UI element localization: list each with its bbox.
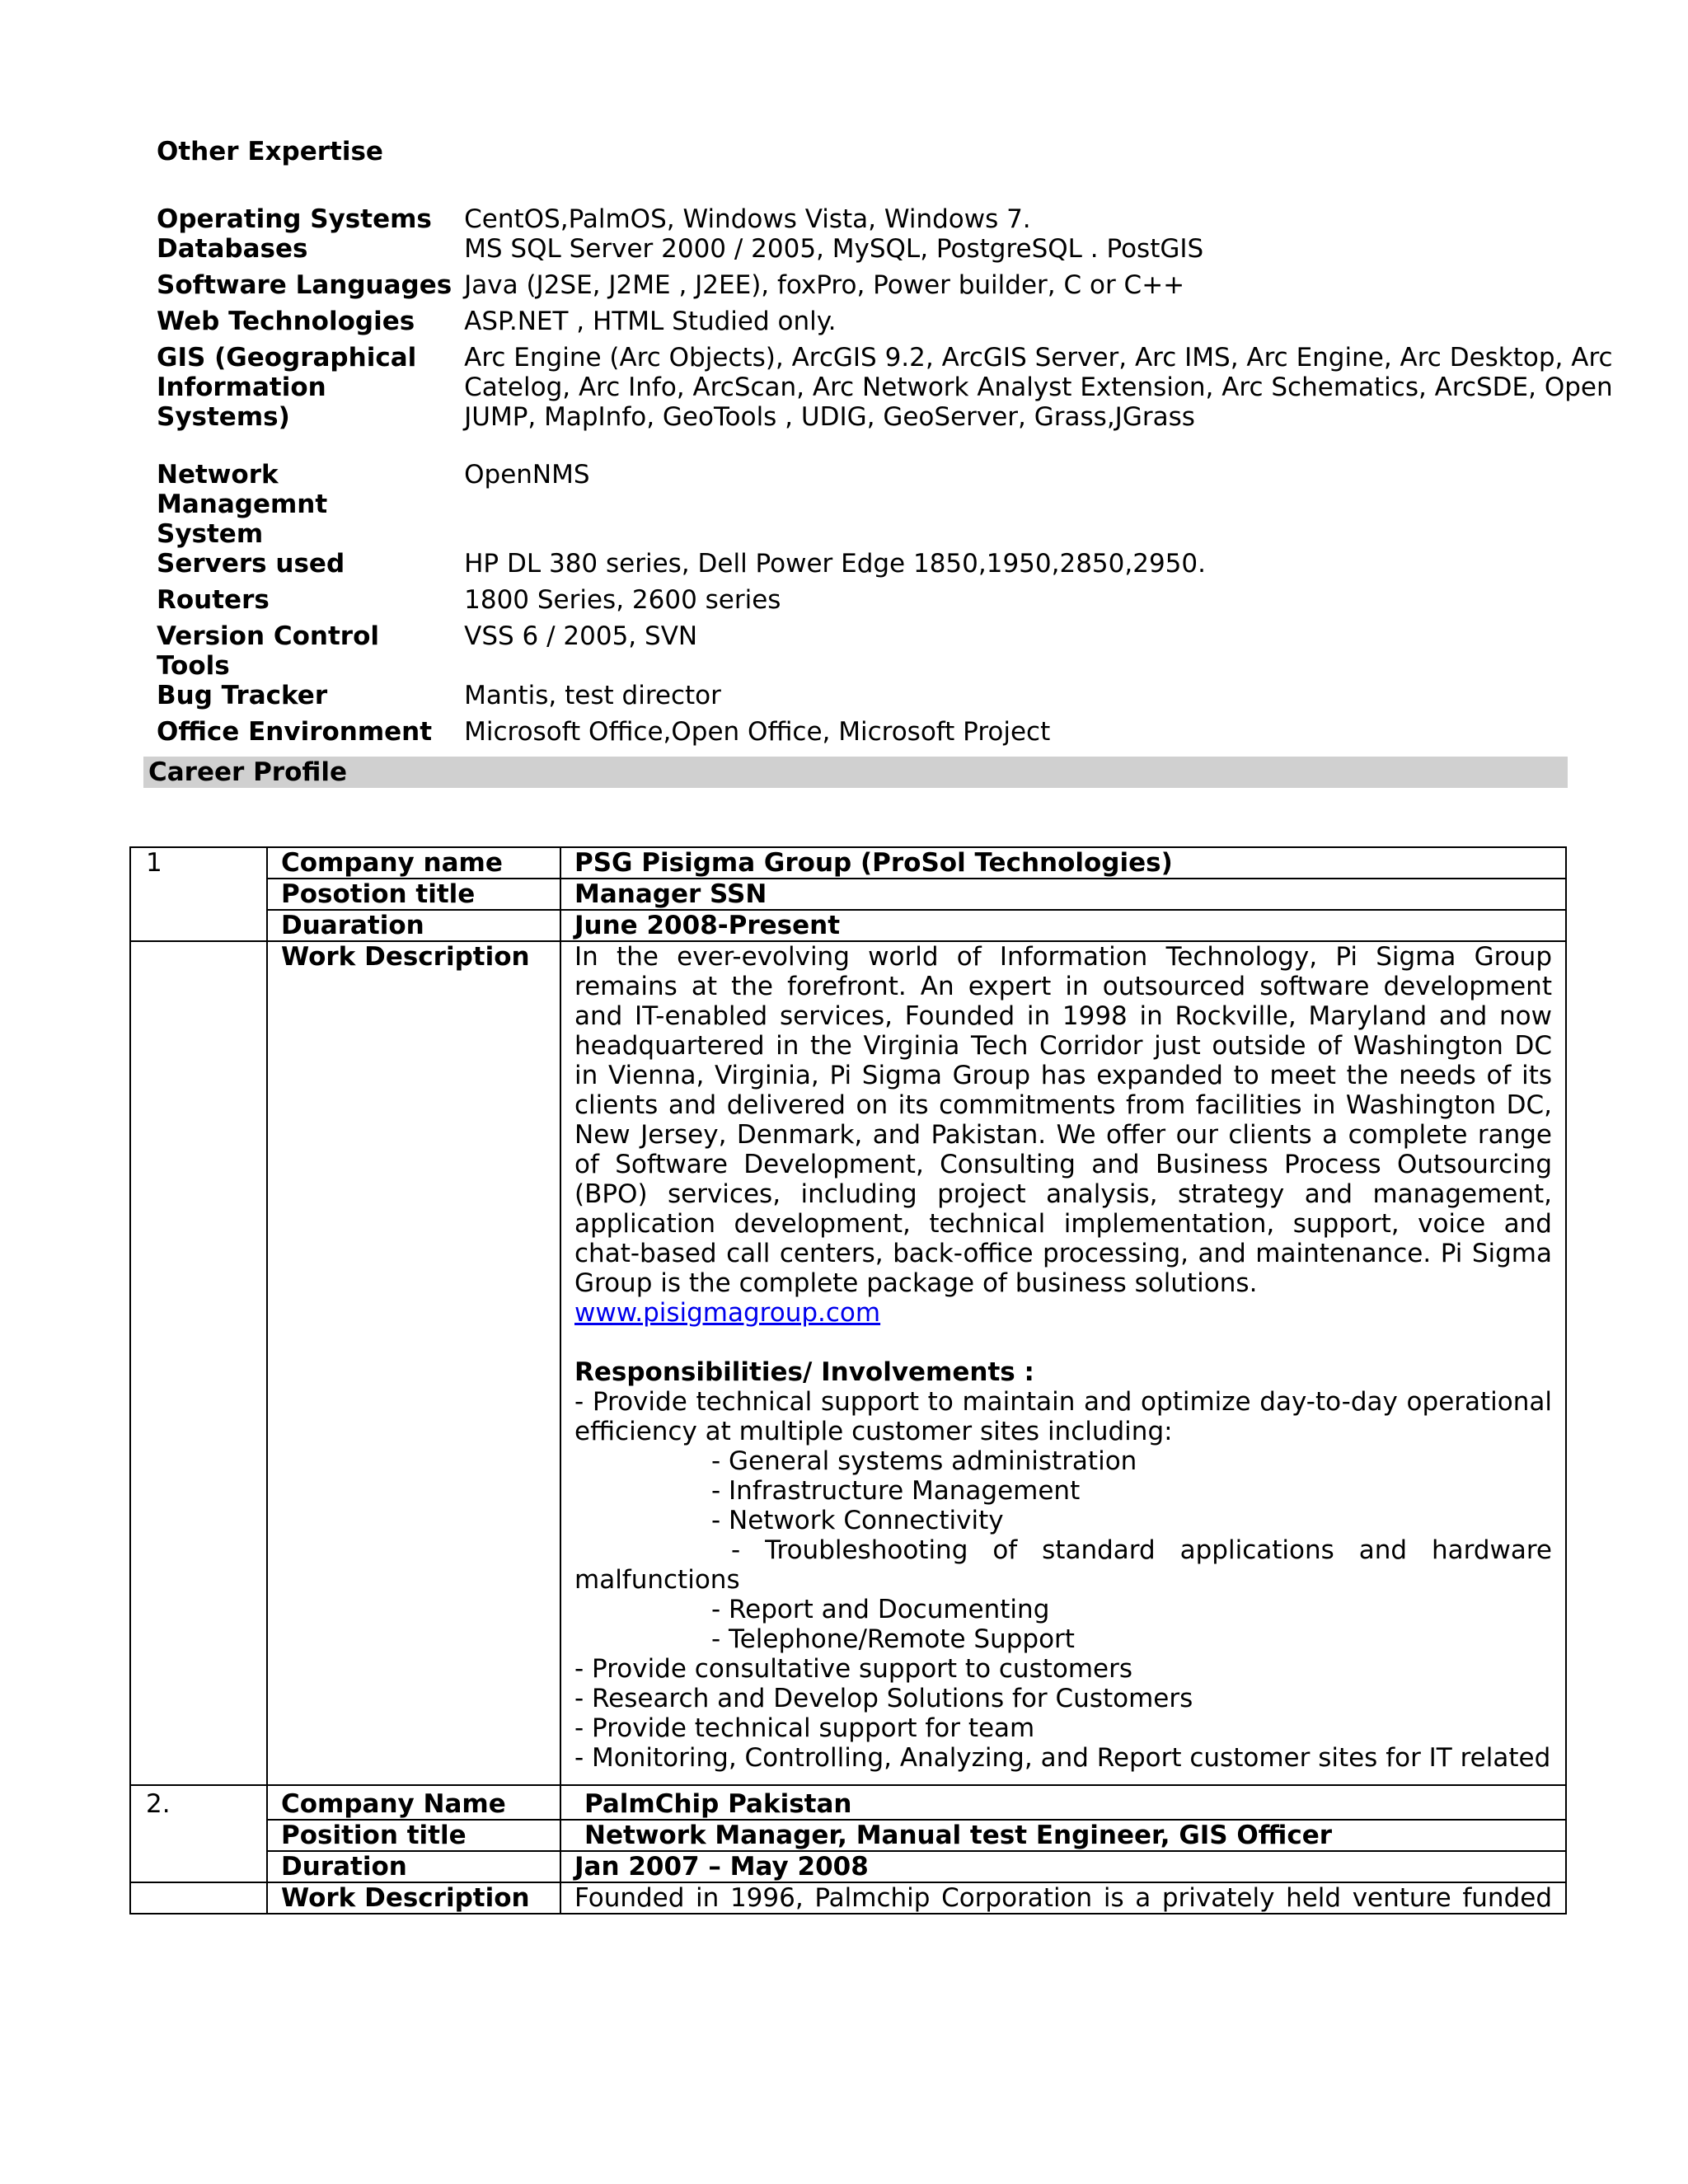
responsibility-subitem: - Troubleshooting of standard applications and hardware malfunctions	[574, 1535, 1552, 1595]
job-index: 2.	[130, 1785, 267, 1882]
responsibility-item: - Provide technical support for team	[574, 1713, 1035, 1743]
work-description: Founded in 1996, Palmchip Corporation is a privately held venture funded	[560, 1882, 1566, 1914]
responsibility-item: - Provide consultative support to customers	[574, 1654, 1133, 1684]
company-label: Company name	[267, 847, 560, 879]
company-description: In the ever-evolving world of Information Technology, Pi Sigma Group remains at the forefront. An expert in outsourced software development and IT-enabled services, Founded in 1998 in Rockville, Maryland and now headquartered in the Virginia Tech Corridor just outside of Washington DC in Vienna, Virginia, Pi Sigma Group has expanded to meet the needs of its clients and delivered on its commitments from facilities in Washington DC, New Jersey, Denmark, and Pakistan. We offer our clients a complete range of Software Development, Consulting and Business Process Outsourcing (BPO) services, including project analysis, strategy and management, application development, technical implementation, support, voice and chat-based call centers, back-office processing, and maintenance. Pi Sigma Group is the complete package of business solutions.	[574, 942, 1552, 1298]
expertise-value: Java (J2SE, J2ME , J2EE), foxPro, Power builder, C or C++	[464, 270, 1185, 300]
expertise-label: GIS (Geographical Information Systems)	[157, 343, 417, 432]
company-value: PalmChip Pakistan	[560, 1785, 1566, 1820]
duration-value: Jan 2007 – May 2008	[560, 1851, 1566, 1882]
expertise-row	[157, 549, 1688, 579]
expertise-row	[157, 264, 1688, 300]
expertise-value: VSS 6 / 2005, SVN	[464, 621, 698, 651]
company-website-link[interactable]: www.pisigmagroup.com	[574, 1298, 881, 1328]
position-label: Position title	[267, 1820, 560, 1851]
responsibility-subitem: - Infrastructure Management	[711, 1476, 1081, 1506]
responsibility-subitem: - Telephone/Remote Support	[711, 1624, 1075, 1654]
expertise-label: Servers used	[157, 549, 345, 579]
career-row-company	[130, 1785, 1566, 1820]
expertise-value: Microsoft Office,Open Office, Microsoft Project	[464, 717, 1051, 747]
responsibilities-title: Responsibilities/ Involvements :	[574, 1357, 1034, 1387]
empty-cell	[130, 1882, 267, 1914]
position-label: Posotion title	[267, 879, 560, 910]
expertise-row	[157, 336, 1688, 432]
expertise-label: Software Languages	[157, 270, 452, 300]
expertise-value: Arc Engine (Arc Objects), ArcGIS 9.2, ArcGIS Server, Arc IMS, Arc Engine, Arc Desktop, Arc Catelog, Arc Info, ArcScan, Arc Network Analyst Extension, Arc Schematics, ArcSDE, Open JUMP, MapInfo, GeoTools , UDIG, GeoServer, Grass,JGrass	[464, 343, 1613, 432]
responsibility-intro: - Provide technical support to maintain and optimize day-to-day operational efficiency at multiple customer sites including:	[574, 1387, 1552, 1446]
expertise-value: HP DL 380 series, Dell Power Edge 1850,1950,2850,2950.	[464, 549, 1206, 579]
work-description-label: Work Description	[267, 1882, 560, 1914]
position-value: Network Manager, Manual test Engineer, GIS Officer	[560, 1820, 1566, 1851]
expertise-row	[157, 579, 1688, 615]
expertise-label: Version Control Tools	[157, 621, 379, 681]
career-row-duration	[130, 910, 1566, 941]
expertise-label: Databases	[157, 234, 308, 264]
career-row-position	[130, 879, 1566, 910]
work-description-label: Work Description	[267, 941, 560, 1785]
responsibility-subitem: - Network Connectivity	[711, 1506, 1004, 1535]
expertise-row	[157, 432, 1688, 549]
expertise-value: MS SQL Server 2000 / 2005, MySQL, PostgreSQL . PostGIS	[464, 234, 1204, 264]
company-value: PSG Pisigma Group (ProSol Technologies)	[560, 847, 1566, 879]
expertise-row	[157, 710, 1688, 747]
duration-label: Duaration	[267, 910, 560, 941]
expertise-table	[157, 204, 1688, 747]
career-table	[129, 846, 1567, 1915]
expertise-label: Office Environment	[157, 717, 433, 747]
work-description	[560, 941, 1566, 1785]
expertise-value: Mantis, test director	[464, 681, 721, 710]
responsibility-item: - Monitoring, Controlling, Analyzing, and Report customer sites for IT related	[574, 1743, 1551, 1773]
career-row-position	[130, 1820, 1566, 1851]
expertise-label: Network Managemnt System	[157, 460, 328, 549]
expertise-label: Bug Tracker	[157, 681, 328, 710]
job-index: 1	[130, 847, 267, 941]
expertise-row	[157, 204, 1688, 234]
expertise-row	[157, 300, 1688, 336]
other-expertise-heading: Other Expertise	[157, 137, 383, 166]
expertise-label: Routers	[157, 585, 270, 615]
expertise-row	[157, 234, 1688, 264]
career-row-work	[130, 1882, 1566, 1914]
expertise-value: CentOS,PalmOS, Windows Vista, Windows 7.	[464, 204, 1031, 234]
career-row-work	[130, 941, 1566, 1785]
responsibility-subitem: - General systems administration	[711, 1446, 1137, 1476]
position-value: Manager SSN	[560, 879, 1566, 910]
expertise-value: ASP.NET , HTML Studied only.	[464, 307, 837, 336]
career-profile-heading: Career Profile	[143, 757, 1568, 788]
duration-value: June 2008-Present	[560, 910, 1566, 941]
empty-cell	[130, 941, 267, 1785]
career-row-duration	[130, 1851, 1566, 1882]
expertise-row	[157, 615, 1688, 681]
responsibility-item: - Research and Develop Solutions for Customers	[574, 1684, 1193, 1713]
career-row-company	[130, 847, 1566, 879]
duration-label: Duration	[267, 1851, 560, 1882]
expertise-label: Operating Systems	[157, 204, 432, 234]
company-label: Company Name	[267, 1785, 560, 1820]
expertise-label: Web Technologies	[157, 307, 415, 336]
expertise-value: 1800 Series, 2600 series	[464, 585, 781, 615]
responsibility-subitem: - Report and Documenting	[711, 1595, 1050, 1624]
expertise-value: OpenNMS	[464, 460, 590, 490]
expertise-row	[157, 681, 1688, 710]
